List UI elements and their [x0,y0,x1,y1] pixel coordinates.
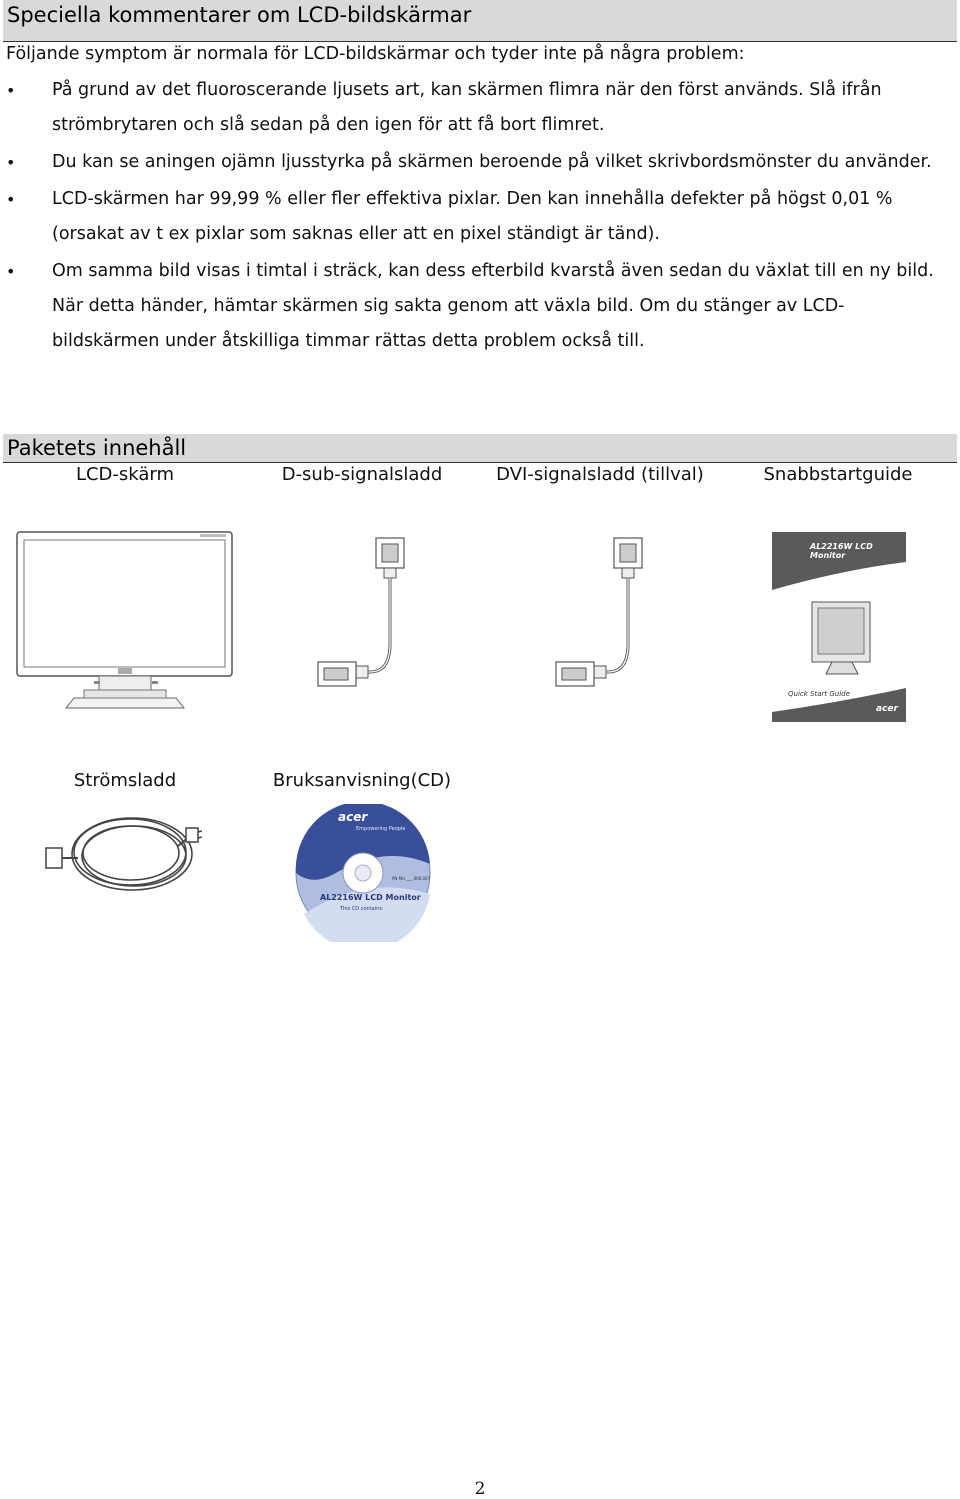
quick-start-guide-cover [772,532,906,722]
guide-cover-brand: acer [876,704,898,714]
list-item-text: Du kan se aningen ojämn ljusstyrka på skärmen beroende på vilket skrivbordsmönster du använder. [52,152,932,172]
symptom-list [0,73,960,361]
list-item [0,73,960,143]
caption-dvi-cable: DVI-signalsladd (tillval) [496,464,704,485]
section-title-lcd-notes: Speciella kommentarer om LCD-bildskärmar [3,0,957,42]
page-number: 2 [474,1479,486,1499]
guide-cover-model: AL2216W LCD Monitor [810,542,873,560]
caption-user-manual-cd: Bruksanvisning(CD) [272,770,452,791]
caption-dsub-cable: D-sub-signalsladd [281,464,443,485]
cd-code: PN MU.___.006.007 [392,876,431,881]
section-title-package-contents: Paketets innehåll [3,434,957,463]
list-item-text: LCD-skärmen har 99,99 % eller fler effektiva pixlar. Den kan innehålla defekter på högst 0,01 % (orsakat av t ex pixlar som saknas eller att en pixel ständigt är tänd). [52,189,893,244]
intro-text: Följande symptom är normala för LCD-bildskärmar och tyder inte på några problem: [6,44,745,64]
cd-brand: acer [338,810,368,824]
list-item [0,182,960,252]
guide-cover-subtitle: Quick Start Guide [788,690,850,698]
list-item [0,145,960,180]
caption-quick-start-guide: Snabbstartguide [763,464,913,485]
list-item [0,254,960,359]
caption-power-cord: Strömsladd [73,770,177,791]
bullet-icon: • [6,262,16,281]
dsub-cable-illustration [300,532,430,692]
cd-disc-artwork [294,804,432,942]
bullet-icon: • [6,153,16,172]
cd-tagline: Empowering People [356,826,406,832]
power-cord-illustration [40,806,202,900]
cd-model: AL2216W LCD Monitor [320,893,421,902]
bullet-icon: • [6,190,16,209]
user-manual-cd [294,804,432,942]
lcd-monitor-illustration [14,530,236,714]
dvi-cable-illustration [538,532,668,692]
cd-contents-title: This CD contains: [340,906,384,912]
bullet-icon: • [6,81,16,100]
caption-lcd-monitor: LCD-skärm [75,464,175,485]
list-item-text: Om samma bild visas i timtal i sträck, kan dess efterbild kvarstå även sedan du växlat till en ny bild. När detta händer, hämtar skärmen sig sakta genom att växla bild. Om du stänger av LCD-bildskärmen under åtskilliga timmar rättas detta problem också till. [52,261,934,351]
list-item-text: På grund av det fluoroscerande ljusets art, kan skärmen flimra när den först används. Slå ifrån strömbrytaren och slå sedan på den igen för att få bort flimret. [52,80,882,135]
